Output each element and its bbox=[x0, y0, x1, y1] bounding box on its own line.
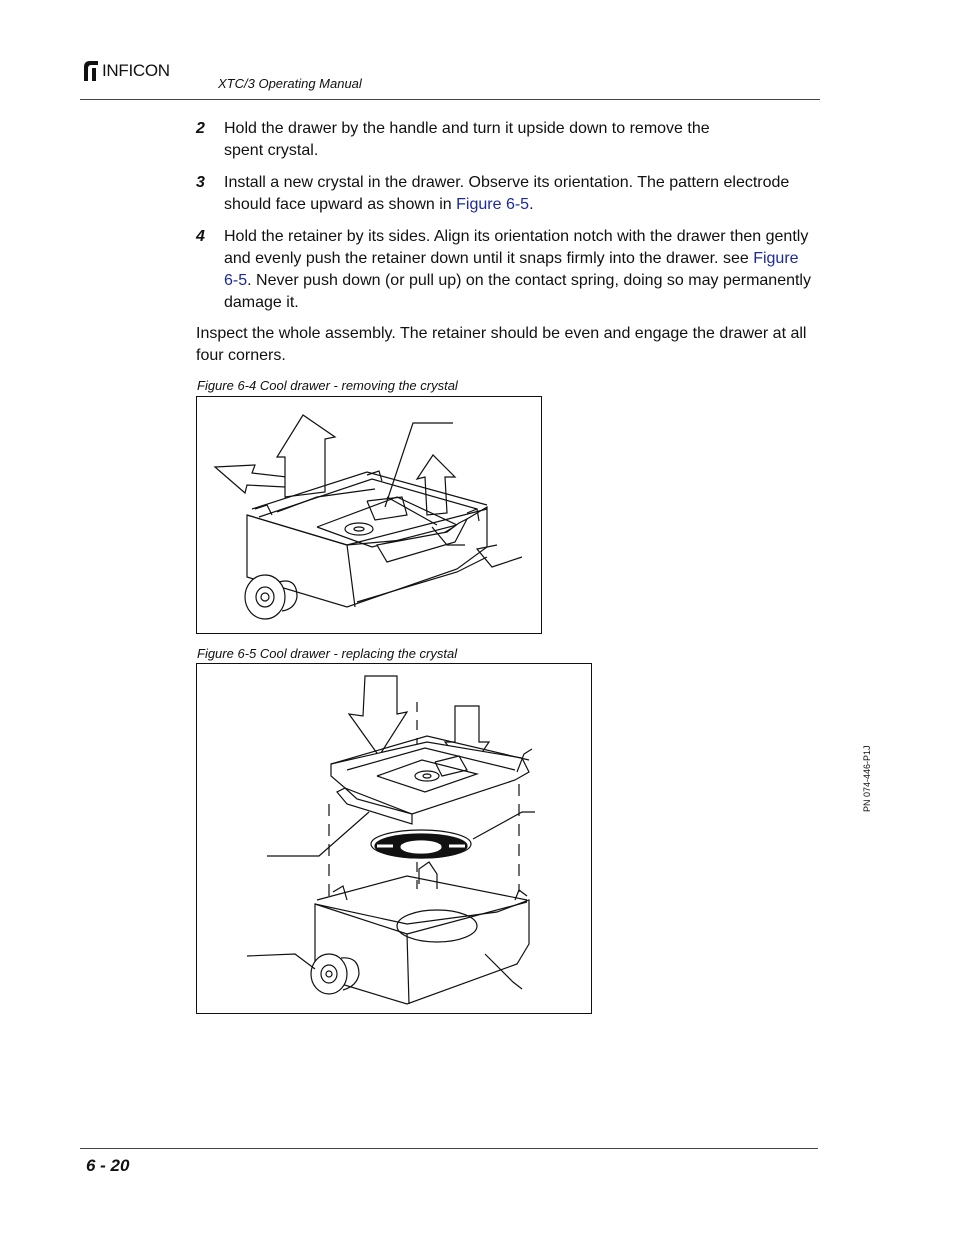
step-number: 3 bbox=[196, 174, 205, 191]
part-number: PN 074-446-P1J bbox=[862, 745, 872, 812]
figure-6-5-link[interactable]: Figure 6-5 bbox=[224, 250, 799, 289]
step-2 bbox=[196, 118, 816, 162]
step-text-part: Hold the retainer by its sides. Align its orientation notch with the drawer then gently and evenly push the retainer down until it snaps firmly into the drawer. see bbox=[224, 228, 809, 267]
inficon-logo-icon bbox=[80, 59, 100, 83]
figure-6-5-caption: Figure 6-5 Cool drawer - replacing the crystal bbox=[197, 646, 458, 661]
step-text bbox=[224, 118, 724, 162]
step-text bbox=[224, 172, 814, 216]
figure-6-5 bbox=[196, 663, 592, 1014]
cool-drawer-replacing-illustration bbox=[197, 664, 590, 1012]
inspect-paragraph: Inspect the whole assembly. The retainer should be even and engage the drawer at all four corners. bbox=[196, 325, 807, 364]
step-number: 4 bbox=[196, 228, 205, 245]
figure-6-4 bbox=[196, 396, 542, 634]
inficon-logo bbox=[80, 58, 170, 84]
cool-drawer-removing-illustration bbox=[197, 397, 540, 632]
footer-rule bbox=[80, 1148, 818, 1149]
step-text-part: . Never push down (or pull up) on the contact spring, doing so may permanently damage it. bbox=[224, 272, 811, 311]
page-number: 6 - 20 bbox=[86, 1156, 130, 1175]
step-text-part: . bbox=[529, 196, 534, 213]
step-number: 2 bbox=[196, 120, 205, 137]
step-text-part: Install a new crystal in the drawer. Observe its orientation. The pattern electrode should face upward as shown in bbox=[224, 174, 790, 213]
step-3 bbox=[196, 172, 816, 216]
step-4 bbox=[196, 226, 816, 314]
logo-text: INFICON bbox=[102, 61, 170, 80]
figure-6-5-link[interactable]: Figure 6-5 bbox=[456, 196, 530, 213]
figure-6-4-caption: Figure 6-4 Cool drawer - removing the crystal bbox=[197, 378, 458, 393]
step-text bbox=[224, 226, 814, 314]
step-text-part: Hold the drawer by the handle and turn it upside down to remove the spent crystal. bbox=[224, 120, 710, 159]
manual-title: XTC/3 Operating Manual bbox=[218, 76, 362, 91]
header-rule bbox=[80, 99, 820, 100]
